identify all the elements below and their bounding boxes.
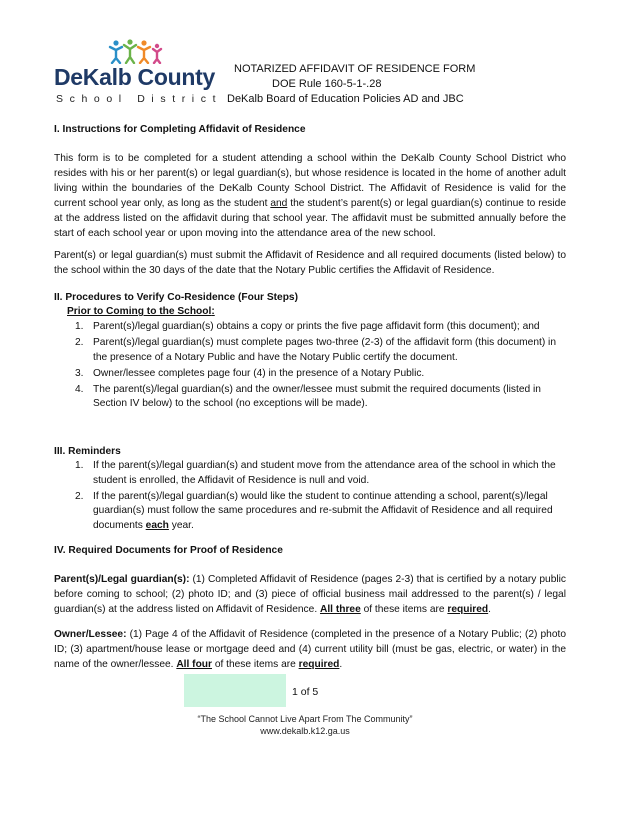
section-2-subheading xyxy=(67,306,215,317)
subheading-colon: : xyxy=(211,306,215,317)
page-number: 1 of 5 xyxy=(292,686,319,698)
owner-all-four: All four xyxy=(176,659,212,670)
parent-colon: : xyxy=(186,574,190,585)
list-item xyxy=(75,367,567,382)
footer xyxy=(150,713,460,737)
highlight-box xyxy=(184,674,286,707)
section-2-heading: II. Procedures to Verify Co-Residence (Four Steps) xyxy=(54,292,298,303)
parent-required: required xyxy=(447,604,489,615)
list-item xyxy=(75,459,567,488)
reminder-number: 2. xyxy=(75,490,84,502)
board-policies: DeKalb Board of Education Policies AD and JBC xyxy=(227,93,464,105)
step-number: 2. xyxy=(75,337,84,348)
logo-name: DeKalb County xyxy=(54,64,215,90)
subheading-text: Prior to Coming to the School xyxy=(67,306,212,317)
parent-all-three: All three xyxy=(319,604,361,615)
section-1-heading: I. Instructions for Completing Affidavit of Residence xyxy=(54,124,306,135)
reminder-number: 1. xyxy=(75,460,84,471)
section-4-heading: IV. Required Documents for Proof of Residence xyxy=(54,545,283,556)
parent-label: Parent(s)/Legal guardian(s) xyxy=(54,574,187,585)
parent-requirements xyxy=(54,572,566,617)
form-title: NOTARIZED AFFIDAVIT OF RESIDENCE FORM xyxy=(234,63,476,75)
step-number: 4. xyxy=(75,383,84,395)
section-1-paragraph-2: Parent(s) or legal guardian(s) must submit the Affidavit of Residence and all required documents (listed below) to the school within the 30 days of the date that the Notary Public certifies the Affidavit of Residence. xyxy=(54,250,566,276)
step-text: Owner/lessee completes page four (4) in the presence of a Notary Public. xyxy=(93,367,425,379)
list-item xyxy=(75,490,567,534)
logo-subtitle: School District xyxy=(56,93,223,105)
list-item xyxy=(75,336,567,365)
step-text: Parent(s)/legal guardian(s) obtains a copy or prints the five page affidavit form (this document); and xyxy=(93,321,540,332)
footer-motto: “The School Cannot Live Apart From The Community” xyxy=(197,714,413,724)
step-text: The parent(s)/legal guardian(s) and the owner/lessee must submit the required documents (listed in Section IV below) to the school (no exceptions will be made). xyxy=(93,383,541,409)
owner-required: required xyxy=(298,659,340,670)
owner-mid: of these items are xyxy=(211,659,299,670)
owner-label: Owner/Lessee: xyxy=(54,629,127,640)
parent-text: (1) Completed Affidavit of Residence (pages 2-3) that is certified by a notary public before coming to school; (2) photo ID; and (3) piece of official business mail addressed to the parent(s) / legal guardian(s) at the address listed on Affidavit of Residence. xyxy=(54,574,566,615)
para1-text-b: the student’s parent(s) or legal guardian(s) continue to reside at the address listed on the affidavit during that school year. The affidavit must be submitted annually before the start of each school year or upon moving into the attendance area of the new school. xyxy=(54,198,566,239)
para1-text-a: This form is to be completed for a student attending a school within the DeKalb County School District who resides with his or her parent(s) or legal guardian(s), but whose residence is located in the home of another adult living within the boundaries of the DeKalb County School District. The Affidavit of Residence is valid for the current school year only, as long as the student xyxy=(54,153,566,209)
reminder-text: If the parent(s)/legal guardian(s) and student move from the attendance area of the school in which the student is enrolled, the Affidavit of Residence is null and void. xyxy=(93,460,556,486)
doe-rule: DOE Rule 160-5-1-.28 xyxy=(272,78,382,90)
para1-and: and xyxy=(270,198,288,209)
form-header xyxy=(222,62,475,107)
footer-url: www.dekalb.k12.ga.us xyxy=(260,726,350,736)
reminders-list xyxy=(75,459,567,535)
parent-mid: of these items are xyxy=(360,604,448,615)
list-item xyxy=(75,383,567,412)
people-logo-icon xyxy=(108,38,164,64)
section-1-paragraph-1 xyxy=(54,151,566,241)
procedure-steps xyxy=(75,320,567,413)
step-number: 1. xyxy=(75,321,84,332)
reminder-each: each xyxy=(145,519,169,531)
parent-end: . xyxy=(488,604,491,615)
step-text: Parent(s)/legal guardian(s) must complete pages two-three (2-3) of the affidavit form (this document) in the presence of a Notary Public and have the Notary Public certify the document. xyxy=(93,337,556,363)
step-number: 3. xyxy=(75,367,84,379)
list-item xyxy=(75,320,567,335)
owner-text: (1) Page 4 of the Affidavit of Residence (completed in the presence of a Notary Public; (2) photo ID; (3) apartment/house lease or mortgage deed and (4) current utility bill (must be gas, electric, or water) in the name of the owner/lessee. xyxy=(54,629,566,670)
reminder-text-a: If the parent(s)/legal guardian(s) would like the student to continue attending a school, parent(s)/legal guardian(s) must follow the same procedures and re-submit the Affidavit of Residence and all required documents xyxy=(93,490,553,531)
section-3-heading: III. Reminders xyxy=(54,446,121,457)
district-logo xyxy=(54,38,223,108)
owner-requirements xyxy=(54,627,566,672)
reminder-text-b: year. xyxy=(168,519,194,531)
owner-end: . xyxy=(339,659,343,670)
